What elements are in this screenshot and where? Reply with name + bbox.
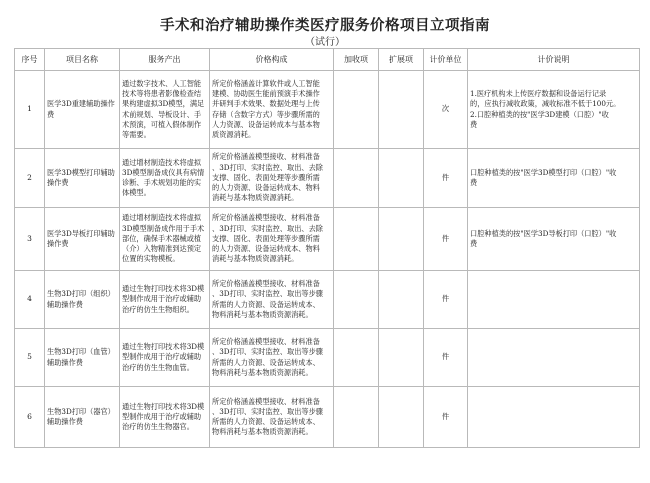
cell-expand-item bbox=[379, 149, 424, 208]
cell-composition-line: 建模、协助医生能前预演手术操作 bbox=[212, 89, 320, 99]
cell-note bbox=[468, 208, 640, 271]
cell-unit: 件 bbox=[424, 271, 468, 329]
cell-output-line: 治疗的仿生生物血管。 bbox=[122, 362, 194, 372]
cell-unit: 件 bbox=[424, 329, 468, 387]
cell-output-line: 体模型。 bbox=[122, 188, 151, 198]
cell-output-line: 治疗的仿生生物器官。 bbox=[122, 422, 194, 432]
cell-note bbox=[468, 271, 640, 329]
cell-output-line: 3D模型制备成作用于手术 bbox=[122, 223, 205, 233]
cell-unit: 件 bbox=[424, 208, 468, 271]
cell-seq: 1 bbox=[15, 71, 45, 149]
cell-output-line: 型制作成用于治疗或辅助 bbox=[122, 352, 202, 362]
cell-output bbox=[120, 329, 210, 387]
cell-composition-line: 、3D打印、实时监控、取出等步骤 bbox=[212, 289, 323, 299]
cell-composition-line: 所需的人力资源、设备运转成本、 bbox=[212, 357, 320, 367]
cell-note-line: 费 bbox=[470, 178, 478, 187]
cell-note bbox=[468, 149, 640, 208]
cell-composition-line: 所定价格涵盖模型接收、材料准备 bbox=[212, 279, 320, 289]
cell-add-item bbox=[334, 387, 379, 448]
cell-output-line: 通过增材制造技术将虚拟 bbox=[122, 213, 202, 223]
cell-output-line: 果构建虚拟3D模型，满足 bbox=[122, 99, 205, 109]
cell-name-line: 生物3D打印（血管） bbox=[47, 347, 115, 357]
cell-name-line: 辅助操作费 bbox=[47, 357, 83, 367]
cell-output bbox=[120, 149, 210, 208]
cell-note-line: 费 bbox=[470, 119, 478, 129]
cell-unit: 件 bbox=[424, 387, 468, 448]
cell-seq: 5 bbox=[15, 329, 45, 387]
cell-add-item bbox=[334, 208, 379, 271]
cell-note bbox=[468, 387, 640, 448]
cell-note bbox=[468, 329, 640, 387]
cell-expand-item bbox=[379, 329, 424, 387]
cell-note-line: 费 bbox=[470, 239, 478, 248]
cell-note-line: 口腔种植类的按"医学3D导板打印（口腔）"收 bbox=[470, 228, 617, 238]
cell-composition-line: 消耗与基本物质资源消耗。 bbox=[212, 254, 299, 264]
cell-composition-line: 所需的人力资源、设备运转成本、 bbox=[212, 299, 320, 309]
price-items-table bbox=[14, 48, 640, 448]
cell-output bbox=[120, 71, 210, 149]
cell-seq: 3 bbox=[15, 208, 45, 271]
cell-output bbox=[120, 271, 210, 329]
cell-name-line: 费 bbox=[47, 109, 55, 119]
cell-name bbox=[45, 387, 120, 448]
cell-name-line: 医学3D导板打印辅助 bbox=[47, 228, 115, 238]
cell-composition-line: 所定价格涵盖模型接收、材料准备 bbox=[212, 337, 320, 347]
cell-output bbox=[120, 387, 210, 448]
table-header-row bbox=[15, 49, 640, 71]
cell-output-line: 型制作成用于治疗或辅助 bbox=[122, 294, 202, 304]
cell-name bbox=[45, 329, 120, 387]
cell-output-line: 通过生物打印技术将3D模 bbox=[122, 401, 205, 411]
cell-composition-line: 支撑、固化、表面处理等步骤所需 bbox=[212, 233, 320, 243]
cell-name-line: 医学3D模型打印辅助 bbox=[47, 167, 115, 177]
cell-name-line: 操作费 bbox=[47, 178, 69, 187]
cell-output-line: 治疗的仿生生物组织。 bbox=[122, 304, 194, 314]
cell-output-line: 通过生物打印技术将3D模 bbox=[122, 284, 205, 294]
cell-name bbox=[45, 149, 120, 208]
cell-output-line: 3D模型制备成仪具有病情 bbox=[122, 167, 205, 177]
cell-composition-line: 存储（含数字方式）等步骤所需的 bbox=[212, 109, 320, 119]
cell-output-line: 型制作成用于治疗或辅助 bbox=[122, 411, 202, 421]
cell-composition bbox=[210, 271, 334, 329]
cell-unit: 次 bbox=[424, 71, 468, 149]
cell-add-item bbox=[334, 149, 379, 208]
cell-seq: 6 bbox=[15, 387, 45, 448]
cell-note-line: 的，应执行减收政策，减收标准不低于100元。 bbox=[470, 99, 621, 109]
cell-composition-line: 物料消耗与基本物质资源消耗。 bbox=[212, 367, 313, 377]
header-composition: 价格构成 bbox=[210, 49, 334, 71]
cell-expand-item bbox=[379, 208, 424, 271]
cell-composition-line: 的人力资源、设备运转成本、物料 bbox=[212, 244, 320, 254]
cell-seq: 4 bbox=[15, 271, 45, 329]
cell-note-line: 1.医疗机构未上传医疗数据和设备运行记录 bbox=[470, 89, 607, 99]
header-output: 服务产出 bbox=[120, 49, 210, 71]
header-add-item: 加收项 bbox=[334, 49, 379, 71]
cell-expand-item bbox=[379, 71, 424, 149]
table-row bbox=[15, 387, 640, 448]
header-name: 项目名称 bbox=[45, 49, 120, 71]
cell-composition bbox=[210, 387, 334, 448]
cell-output-line: 通过增材制造技术将虚拟 bbox=[122, 157, 202, 167]
cell-note-line: 2.口腔种植类的按"医学3D建模（口腔）"收 bbox=[470, 109, 609, 119]
header-note: 计价说明 bbox=[468, 49, 640, 71]
cell-composition-line: 的人力资源、设备运转成本、物料 bbox=[212, 183, 320, 193]
cell-expand-item bbox=[379, 271, 424, 329]
cell-name-line: 操作费 bbox=[47, 239, 69, 248]
table-row bbox=[15, 208, 640, 271]
cell-output-line: 术预演，可植入假体制作 bbox=[122, 119, 202, 129]
cell-composition-line: 、3D打印、实时监控、取出等步骤 bbox=[212, 406, 323, 416]
header-seq: 序号 bbox=[15, 49, 45, 71]
header-unit: 计价单位 bbox=[424, 49, 468, 71]
cell-composition-line: 、3D打印、实时监控、取出、去除 bbox=[212, 162, 323, 172]
cell-add-item bbox=[334, 271, 379, 329]
cell-output-line: 通过数字技术、人工智能 bbox=[122, 78, 202, 88]
cell-composition-line: 并研判手术效果、数据处理与上传 bbox=[212, 99, 320, 109]
cell-output-line: 部位，确保手术器械或植 bbox=[122, 233, 202, 243]
cell-name bbox=[45, 208, 120, 271]
cell-output-line: 技术等将患者影像检查结 bbox=[122, 89, 202, 99]
cell-composition-line: 、3D打印、实时监控、取出、去除 bbox=[212, 223, 323, 233]
cell-expand-item bbox=[379, 387, 424, 448]
cell-output-line: 术前规划、导板设计、手 bbox=[122, 109, 202, 119]
document-title: 手术和治疗辅助操作类医疗服务价格项目立项指南 bbox=[160, 17, 490, 34]
cell-composition-line: 所需的人力资源、设备运转成本、 bbox=[212, 417, 320, 426]
cell-composition-line: 人力资源、设备运转成本与基本物 bbox=[212, 119, 320, 129]
cell-add-item bbox=[334, 71, 379, 149]
cell-output-line: 诊断、手术规划功能的实 bbox=[122, 178, 202, 187]
header-expand-item: 扩展项 bbox=[379, 49, 424, 71]
cell-composition-line: 所定价格涵盖模型接收、材料准备 bbox=[212, 396, 320, 406]
cell-unit: 件 bbox=[424, 149, 468, 208]
table-row bbox=[15, 149, 640, 208]
cell-composition-line: 支撑、固化、表面处理等步骤所需 bbox=[212, 172, 320, 182]
cell-output bbox=[120, 208, 210, 271]
table-row bbox=[15, 271, 640, 329]
cell-output-line: 通过生物打印技术将3D模 bbox=[122, 342, 205, 352]
cell-composition-line: 物料消耗与基本物质资源消耗。 bbox=[212, 309, 313, 319]
cell-composition bbox=[210, 329, 334, 387]
cell-seq: 2 bbox=[15, 149, 45, 208]
cell-composition-line: 所定价格涵盖计算软件或人工智能 bbox=[212, 78, 320, 88]
cell-composition bbox=[210, 208, 334, 271]
table-row bbox=[15, 329, 640, 387]
cell-output-line: 等需要。 bbox=[122, 129, 151, 139]
cell-note bbox=[468, 71, 640, 149]
cell-name-line: 医学3D重建辅助操作 bbox=[47, 99, 115, 109]
cell-name-line: 辅助操作费 bbox=[47, 299, 83, 309]
cell-output-line: 位置的实物模板。 bbox=[122, 254, 180, 264]
cell-composition bbox=[210, 149, 334, 208]
cell-output-line: （介）入物精准到达预定 bbox=[122, 244, 202, 254]
document-subtitle: （试行） bbox=[305, 37, 345, 48]
cell-composition-line: 所定价格涵盖模型接收、材料准备 bbox=[212, 213, 320, 223]
cell-name bbox=[45, 271, 120, 329]
cell-composition-line: 消耗与基本物质资源消耗。 bbox=[212, 193, 299, 203]
cell-note-line: 口腔种植类的按"医学3D模型打印（口腔）"收 bbox=[470, 167, 617, 177]
cell-composition-line: 、3D打印、实时监控、取出等步骤 bbox=[212, 347, 323, 357]
cell-composition-line: 物料消耗与基本物质资源消耗。 bbox=[212, 427, 313, 437]
cell-name-line: 生物3D打印（组织） bbox=[47, 289, 115, 299]
cell-name bbox=[45, 71, 120, 149]
table-row bbox=[15, 71, 640, 149]
cell-name-line: 辅助操作费 bbox=[47, 417, 83, 426]
cell-composition-line: 所定价格涵盖模型接收、材料准备 bbox=[212, 152, 320, 162]
cell-name-line: 生物3D打印（器官） bbox=[47, 406, 115, 416]
table-body bbox=[15, 71, 640, 448]
cell-composition-line: 质资源消耗。 bbox=[212, 129, 256, 139]
cell-composition bbox=[210, 71, 334, 149]
cell-add-item bbox=[334, 329, 379, 387]
